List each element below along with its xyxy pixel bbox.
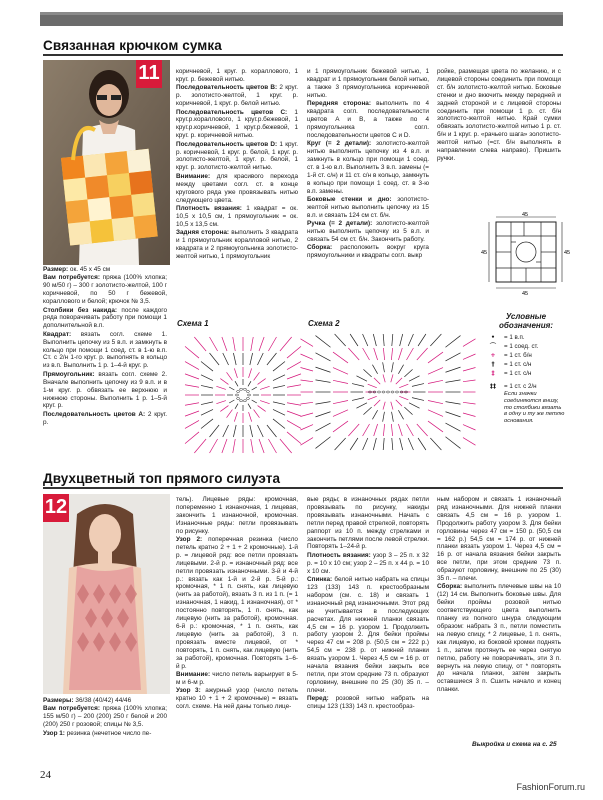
stitch-mark bbox=[446, 336, 461, 348]
legend-text: = 1 соед. ст. bbox=[504, 342, 539, 350]
article1-col4 bbox=[437, 68, 561, 163]
a2c3-p1: Плотность вязания: узор 3 – 25 п. х 32 р. = 10 х 10 см; узор 2 – 25 п. х 44 р. = 10 х 10 см. bbox=[307, 551, 429, 575]
stitch-mark bbox=[463, 425, 476, 430]
stitch-mark bbox=[374, 424, 378, 436]
stitch-mark bbox=[229, 400, 234, 403]
stitch-mark bbox=[446, 353, 461, 361]
article1-title-rule bbox=[43, 54, 563, 56]
a1c1-p0: Размер: ок. 45 х 45 см bbox=[43, 266, 111, 273]
stitch-mark bbox=[185, 403, 199, 405]
pattern-reference: Выкройка и схема на с. 25 bbox=[472, 741, 557, 748]
stitch-mark bbox=[335, 334, 346, 346]
stitch-mark bbox=[267, 353, 277, 365]
article2-col4 bbox=[437, 496, 561, 695]
stitch-mark bbox=[446, 437, 461, 449]
stitch-mark bbox=[234, 412, 237, 422]
stitch-mark bbox=[392, 438, 393, 450]
a1c3-p5: Сборка: расположить вокруг круга прямоугольники и квадраты согл. выкр bbox=[307, 244, 429, 260]
stitch-mark bbox=[333, 421, 348, 432]
stitch-mark bbox=[259, 439, 264, 453]
stitch-mark bbox=[185, 362, 199, 370]
stitch-mark bbox=[356, 376, 367, 381]
stitch-mark bbox=[463, 380, 476, 382]
article1-col1 bbox=[43, 266, 167, 427]
legend-text: = 1 ст. б/н bbox=[504, 351, 532, 359]
stitch-mark bbox=[251, 337, 253, 351]
stitch-mark bbox=[400, 438, 403, 450]
stitch-mark bbox=[391, 402, 393, 410]
a1c2-p0: коричневой, 1 круг. р. кораллового, 1 круг. р. бежевой нитью. bbox=[176, 68, 298, 83]
stitch-mark bbox=[352, 398, 364, 401]
a2c1-p2: Узор 1: резинка (нечетное число пе- bbox=[43, 729, 152, 737]
article2-title: Двухцветный топ прямого силуэта bbox=[43, 471, 281, 486]
a1c2-p2: Последовательность цветов C: 1 круг.р.кораллового, 1 круг.р.бежевой, 1 круг.р.коричневой, 1 круг.р.бежевой, 1 круг. р. коричневой нитью. bbox=[176, 108, 298, 140]
stitch-mark bbox=[417, 348, 428, 360]
stitch-mark bbox=[201, 375, 213, 381]
stitch-mark bbox=[383, 424, 384, 436]
legend bbox=[486, 312, 566, 425]
stitch-mark bbox=[185, 374, 199, 379]
a1c3-p0: и 1 прямоугольник бежевой нитью, 1 квадрат и 1 прямоугольник белой нитью, а также 3 прямоугольника коричневой нитью. bbox=[307, 68, 429, 99]
stitch-mark bbox=[252, 400, 257, 403]
stitch-mark bbox=[316, 402, 331, 405]
stitch-mark bbox=[363, 348, 370, 360]
double-crochet-icon: † bbox=[491, 360, 495, 368]
a1c1-p3: Квадрат: вязать согл. схеме 1. Выполнить цепочку из 5 в.п. и замкнуть в кольцо при помощи 1 соед. ст. в 1-ю в.п. Ст. с 2/н 1-го круг. р. выполнять в кольцо из в.п. Выполнить 1 р. 1–4-й круг. р. bbox=[43, 330, 167, 370]
stitch-mark bbox=[400, 334, 403, 346]
stitch-mark bbox=[406, 424, 413, 436]
stitch-mark bbox=[273, 409, 285, 415]
stitch-mark bbox=[273, 362, 285, 372]
stitch-mark bbox=[316, 353, 331, 361]
stitch-mark bbox=[316, 423, 331, 431]
stitch-mark bbox=[446, 380, 461, 383]
double-crochet-pink-icon: ‡ bbox=[491, 369, 495, 377]
stitch-mark bbox=[356, 403, 367, 408]
stitch-mark bbox=[409, 403, 420, 408]
stitch-mark bbox=[252, 387, 257, 390]
stitch-mark bbox=[409, 376, 420, 381]
chain-mark bbox=[247, 394, 250, 396]
stitch-mark bbox=[260, 401, 270, 404]
a1c2-p3: Последовательность цветов D: 1 круг. р. коричневой, 1 круг. р. белой, 1 круг. р. золотисто-желтой, 1 круг. р. белой, 1 круг. р. золотисто-желтой нитью. bbox=[176, 140, 299, 172]
stitch-mark bbox=[233, 425, 236, 437]
stitch-mark bbox=[430, 438, 441, 450]
stitch-mark bbox=[463, 402, 476, 404]
stitch-mark bbox=[446, 367, 461, 372]
stitch-mark bbox=[210, 353, 220, 365]
stitch-mark bbox=[428, 380, 443, 383]
chain-mark bbox=[386, 391, 389, 393]
stitch-mark bbox=[251, 439, 253, 453]
stitch-mark bbox=[348, 348, 359, 360]
chain-icon: • bbox=[491, 333, 495, 341]
a1c1-p4: Прямоугольник: вязать согл. схеме 2. Вначале выполнить цепочку из 9 в.п. и в 1-м круг. р. обвязать ее верхнюю и нижнюю стороны. Выполнить 1 р. 1–5-й круг. р. bbox=[43, 370, 167, 410]
stitch-mark bbox=[372, 365, 377, 374]
stitch-mark bbox=[348, 424, 359, 436]
stitch-mark bbox=[258, 379, 266, 385]
stitch-mark bbox=[223, 425, 229, 437]
stitch-mark bbox=[229, 387, 234, 390]
stitch-mark bbox=[333, 401, 348, 404]
stitch-mark bbox=[368, 384, 377, 387]
stitch-mark bbox=[352, 384, 364, 387]
stitch-mark bbox=[383, 374, 385, 382]
article2-col1 bbox=[43, 697, 167, 738]
a1c3-p2: Круг (= 2 детали): золотисто-желтой нитью выполнить цепочку из 4 в.п. и замкнуть в кольцо при помощи 1 соед. ст. в 1-ю в.п. Выполнить 3 в.п. замены (= 1-й ст. с/н) и 11 ст. с/н в кольцо, замкнуть в кольцо при помощи 1 соед. ст. в 3-ю в.п. замены. bbox=[307, 140, 429, 195]
stitch-mark bbox=[216, 401, 226, 404]
legend-note: Если значки соединяются внизу, то столбики вязать в одну и ту же петлю основания. bbox=[504, 391, 565, 425]
stitch-mark bbox=[194, 337, 206, 351]
a2c3-p2: Спинка: белой нитью набрать на спицы 123 (133) 143 п. крестообразным набором (см. с. 18) и связать 1 изнаночный ряд изнаночными. Этот ряд не учитывается в последующих расчетах. Для нижней планки связать 4,5 см = 16 р. узором 1. Продолжить работу узором 2. Для бейки проймы через 47 см = 208 р. (50,5 см = 222 р.) 54,5 см = 238 р. от нижней планки вязать узором 1. Через 4,5 см = 16 р. от начала вязания бейки закрыть все петли, при этом средние 73 п. образуют горловину, внешние по 25 (30) 35 п. – плечи. bbox=[307, 576, 429, 694]
stitch-mark bbox=[396, 378, 402, 384]
stitch-mark bbox=[335, 438, 346, 450]
legend-row bbox=[486, 333, 566, 342]
stitch-mark bbox=[350, 438, 358, 450]
stitch-mark bbox=[216, 386, 226, 389]
stitch-mark bbox=[235, 404, 238, 409]
stitch-mark bbox=[273, 375, 285, 381]
stitch-mark bbox=[222, 439, 227, 453]
a2c4-p1: Сборка: выполнить плечевые швы на 10 (12) 14 см. Выполнить боковые швы. Для бейки проймы розовой нитью соответствующего цвета выполнить планку из полного шнура следующим образом: набрать 3 п., петли поместить на левую спицу, * 2 лицевые, 1 п. снять, как лицевую, из боковой кромки поднять 1 п., затем протянуть ее через снятую петлю, работу не поворачивать, эти 3 п. вернуть на левую спицу, от * повторять до начала планки, затем закрыть оставшиеся 3 п. Сшить начало и конец планки. bbox=[437, 583, 561, 694]
stitch-mark bbox=[287, 346, 301, 358]
a1c1-p2: Столбики без накида: после каждого ряда поворачивать работу при помощи 1 дополнительной в.п. bbox=[43, 306, 167, 330]
stitch-mark bbox=[249, 368, 252, 378]
stitch-mark bbox=[257, 425, 263, 437]
slip-stitch-icon: ⌒ bbox=[489, 342, 497, 350]
stitch-mark bbox=[273, 385, 285, 388]
chain-mark bbox=[395, 391, 398, 393]
stitch-mark bbox=[363, 334, 368, 346]
article2-number: 12 bbox=[43, 494, 69, 522]
stitch-mark bbox=[372, 410, 377, 419]
scheme1-title: Схема 1 bbox=[177, 319, 209, 328]
stitch-mark bbox=[374, 348, 378, 360]
legend-title: Условные обозначения: bbox=[499, 312, 553, 330]
stitch-mark bbox=[350, 334, 358, 346]
stitch-mark bbox=[220, 406, 228, 412]
stitch-mark bbox=[446, 402, 461, 405]
stitch-mark bbox=[233, 353, 236, 365]
stitch-mark bbox=[210, 425, 220, 437]
stitch-mark bbox=[418, 438, 426, 450]
stitch-mark bbox=[259, 337, 264, 351]
chain-mark bbox=[235, 394, 238, 396]
legend-text: = 1 ст. с 2/н bbox=[504, 382, 537, 390]
top-photo bbox=[43, 494, 170, 694]
stitch-mark bbox=[404, 407, 412, 415]
stitch-mark bbox=[254, 410, 260, 418]
stitch-mark bbox=[287, 385, 301, 387]
stitch-mark bbox=[463, 354, 476, 359]
stitch-mark bbox=[383, 402, 385, 410]
single-crochet-icon: + bbox=[490, 351, 496, 359]
a2c1-p0: Размеры: 36/38 (40/42) 44/46 bbox=[43, 697, 132, 704]
stitch-mark bbox=[316, 380, 331, 383]
stitch-mark bbox=[428, 421, 443, 432]
a2c3-p3: Перед: розовой нитью набрать на спицы 123 (133) 143 п. крестообраз- bbox=[307, 695, 429, 711]
stitch-mark bbox=[210, 337, 218, 351]
bag-schematic bbox=[478, 212, 571, 302]
stitch-mark bbox=[463, 438, 476, 446]
stitch-mark bbox=[398, 348, 402, 360]
stitch-mark bbox=[363, 424, 370, 436]
stitch-mark bbox=[316, 412, 331, 417]
legend-row bbox=[486, 342, 566, 351]
legend-row bbox=[486, 382, 566, 391]
stitch-mark bbox=[363, 438, 368, 450]
stitch-mark bbox=[428, 401, 443, 404]
stitch-mark bbox=[185, 346, 199, 358]
stitch-mark bbox=[399, 396, 408, 399]
stitch-mark bbox=[220, 379, 228, 385]
stitch-mark bbox=[201, 409, 213, 415]
legend-text: = 1 ст. с/н bbox=[504, 360, 532, 368]
stitch-mark bbox=[273, 419, 285, 429]
stitch-mark bbox=[391, 374, 393, 382]
scheme2-title: Схема 2 bbox=[308, 319, 340, 328]
stitch-mark bbox=[248, 381, 251, 386]
stitch-mark bbox=[398, 365, 403, 374]
stitch-mark bbox=[268, 337, 276, 351]
stitch-mark bbox=[287, 432, 301, 444]
stitch-mark bbox=[363, 369, 371, 377]
a1c2-p5: Плотность вязания: 1 квадрат = ок. 10,5 х 10,5 см, 1 прямоугольник = ок. 10,5 х 13,5 см. bbox=[176, 204, 298, 228]
stitch-mark bbox=[398, 410, 403, 419]
schematic-w-bottom: 45 bbox=[522, 291, 529, 297]
schematic-h-right: 45 bbox=[564, 250, 571, 256]
a2c1-p1: Вам потребуется: пряжа (100% хлопка; 155 м/50 г) – 200 (200) 250 г белой и 200 (200) 250 г розовой; спицы № 3,5. bbox=[43, 705, 167, 729]
stitch-mark bbox=[463, 413, 476, 417]
chain-mark bbox=[391, 391, 394, 393]
stitch-mark bbox=[280, 439, 292, 453]
chain-mark bbox=[246, 398, 249, 400]
stitch-mark bbox=[287, 362, 301, 370]
article1-number: 11 bbox=[136, 60, 162, 88]
stitch-mark bbox=[254, 372, 260, 380]
stitch-mark bbox=[287, 420, 301, 428]
chain-mark bbox=[237, 398, 240, 400]
stitch-mark bbox=[374, 400, 380, 406]
chain-mark bbox=[246, 390, 249, 392]
stitch-mark bbox=[201, 419, 213, 429]
article1-col2 bbox=[176, 68, 298, 261]
stitch-mark bbox=[194, 439, 206, 453]
stitch-mark bbox=[185, 385, 199, 387]
a1c2-p4: Внимание: для красивого перехода между цветами согл. ст. в конце кругового ряда уже провязывать нитью следующего цвета. bbox=[176, 172, 298, 204]
stitch-mark bbox=[408, 438, 413, 450]
scheme2-diagram bbox=[308, 328, 468, 456]
a1c2-p1: Последовательность цветов B: 2 круг. р. золотисто-желтой, 1 круг. р. коричневой, 1 круг. р. белой нитью. bbox=[176, 84, 299, 108]
stitch-mark bbox=[287, 403, 301, 405]
stitch-mark bbox=[363, 407, 371, 415]
site-watermark: FashionForum.ru bbox=[516, 782, 585, 792]
a1c3-p1: Передняя сторона: выполнить по 4 квадрата согл. последовательности цветов A и B, а также по 4 прямоугольника согл. последовательности цветов C и D. bbox=[307, 100, 430, 139]
stitch-mark bbox=[383, 438, 384, 450]
a1c4-p0: ройке, размещая цвета по желанию, и с лицевой стороны соединить при помощи ст. б/н золотисто-желтой нитью. Боковые стенки и дно вкючить между передней и задней стороной и с лицевой стороны соединить при помощи 1 р. ст. б/н золотисто-желтой нитью. Край сумки обвязать золотисто-желтой нитью 1 р. ст. б/н и 1 круг. р. «рачьего шага» золотисто-желтой нитью (=ст. б/н выполнять в направлении слева направо). Пришить ручки. bbox=[437, 68, 561, 162]
stitch-mark bbox=[233, 439, 235, 453]
bag-photo bbox=[43, 60, 170, 265]
stitch-mark bbox=[201, 362, 213, 372]
legend-text: = 1 ст. с/н bbox=[504, 369, 532, 377]
stitch-mark bbox=[287, 374, 301, 379]
stitch-mark bbox=[417, 424, 428, 436]
stitch-mark bbox=[260, 386, 270, 389]
a2c2-p2: Внимание: число петель варьирует в 5-м и 6-м р. bbox=[176, 670, 298, 686]
stitch-mark bbox=[391, 348, 392, 360]
a2c2-p0: тель). Лицевые ряды: кромочная, попеременно 1 изнаночная, 1 лицевая, закончить 1 изнаночной, кромочная. Изнаночные ряды: петли провязывать по рисунку. bbox=[176, 496, 298, 535]
a1c2-p6: Задняя сторона: выполнить 3 квадрата и 1 прямоугольник коралловой нитью, 2 квадрата и 2 прямоугольника золотисто-желтой нитью, 1 прямоугольник bbox=[176, 229, 299, 260]
legend-row bbox=[486, 351, 566, 360]
chain-mark bbox=[240, 400, 243, 402]
chain-mark bbox=[237, 390, 240, 392]
legend-row bbox=[486, 369, 566, 378]
chain-mark bbox=[382, 391, 385, 393]
stitch-mark bbox=[235, 381, 238, 386]
stitch-mark bbox=[373, 438, 376, 450]
article2-col2 bbox=[176, 496, 298, 711]
a2c2-p1: Узор 2: поперечная резинка (число петель кратно 2 + 1 + 2 кромочные). 1-й р. = лицевой ряд: все петли провязать лицевыми. 2-й р. = изнаночный ряд: все петли провязать изнаночными. 3-й и 4-й р.: вязать как 1-й и 2-й р. 5-й р.: кромочная, * 1 п. снять, как лицевую (нить за работой), вязать 3 п. из 1 п. (= 1 изнаночная, 1 накид, 1 изнаночная), от * постоянно повторять, 1 п. снять, как лицевую (нить за работой), кромочная. 6-й р.: кромочная, * 1 п. снять, как лицевую (нить за работой), 3 п. провязать вместе лицевой, от * повторять, 1 п. снять, как лицевую (нить за работой), кромочная. Повторять 1–6-й р. bbox=[176, 536, 298, 670]
page-number: 24 bbox=[40, 769, 51, 781]
stitch-mark bbox=[463, 339, 476, 347]
article1-col3 bbox=[307, 68, 429, 261]
stitch-mark bbox=[399, 384, 408, 387]
top-bar bbox=[40, 12, 563, 26]
treble-crochet-icon: ‡‡ bbox=[489, 382, 497, 390]
chain-mark bbox=[377, 391, 380, 393]
stitch-mark bbox=[333, 352, 348, 363]
a1c1-p5: Последовательность цветов А: 2 круг. р. bbox=[43, 410, 168, 426]
stitch-mark bbox=[201, 402, 213, 405]
stitch-mark bbox=[233, 337, 235, 351]
stitch-mark bbox=[268, 439, 276, 453]
stitch-mark bbox=[383, 412, 385, 422]
chain-mark bbox=[243, 400, 246, 402]
stitch-mark bbox=[396, 400, 402, 406]
schematic-w-top: 45 bbox=[522, 212, 529, 218]
stitch-mark bbox=[185, 432, 199, 444]
stitch-mark bbox=[418, 334, 426, 346]
stitch-mark bbox=[428, 352, 443, 363]
stitch-mark bbox=[404, 369, 412, 377]
stitch-mark bbox=[428, 368, 443, 375]
stitch-mark bbox=[287, 411, 301, 416]
stitch-mark bbox=[383, 334, 384, 346]
a1c3-p4: Ручка (= 2 детали): золотисто-желтой нитью выполнить цепочку из 5 в.п. и связать 54 см ст. б/н. Закончить работу. bbox=[307, 220, 429, 244]
stitch-mark bbox=[430, 334, 441, 346]
stitch-mark bbox=[234, 368, 237, 378]
stitch-mark bbox=[333, 380, 348, 383]
a2c2-p3: Узор 3: ажурный узор (число петель кратно 10 + 1 + 2 кромочные) = вязать согл. схеме. На ней даны только лице- bbox=[176, 687, 298, 711]
stitch-mark bbox=[374, 378, 380, 384]
stitch-mark bbox=[249, 412, 252, 422]
stitch-mark bbox=[201, 385, 213, 388]
stitch-mark bbox=[210, 439, 218, 453]
stitch-mark bbox=[223, 353, 229, 365]
stitch-mark bbox=[428, 410, 443, 417]
stitch-mark bbox=[227, 372, 233, 380]
stitch-mark bbox=[227, 410, 233, 418]
article1-title: Связанная крючком сумка bbox=[43, 38, 222, 53]
stitch-mark bbox=[392, 412, 394, 422]
a1c1-p1: Вам потребуется: пряжа (100% хлопка; 90 м/50 г) – 300 г золотисто-желтой, 100 г коричневой, по 50 г бежевой, кораллового и белой; крючок № 3,5. bbox=[43, 274, 167, 306]
stitch-mark bbox=[383, 348, 384, 360]
scheme1-diagram bbox=[178, 330, 308, 460]
stitch-mark bbox=[446, 423, 461, 431]
stitch-mark bbox=[250, 425, 253, 437]
stitch-mark bbox=[280, 337, 292, 351]
a2c3-p0: вые ряды; в изнаночных рядах петли провязывать по рисунку, накиды провязывать изнаночными. Начать с петли перед правой стрелкой, повторять раппорт из 10 п. между стрелками и закончить петлями после левой стрелки. Повторять 1–24-й р. bbox=[307, 496, 429, 551]
stitch-mark bbox=[392, 334, 393, 346]
stitch-mark bbox=[267, 425, 277, 437]
stitch-mark bbox=[248, 404, 251, 409]
stitch-mark bbox=[392, 362, 394, 372]
stitch-mark bbox=[316, 367, 331, 372]
legend-row bbox=[486, 360, 566, 369]
stitch-mark bbox=[257, 353, 263, 365]
stitch-mark bbox=[333, 368, 348, 375]
stitch-mark bbox=[273, 402, 285, 405]
stitch-mark bbox=[333, 410, 348, 417]
stitch-mark bbox=[222, 337, 227, 351]
stitch-mark bbox=[373, 334, 376, 346]
stitch-mark bbox=[258, 406, 266, 412]
stitch-mark bbox=[316, 336, 331, 348]
article2-col3 bbox=[307, 496, 429, 711]
stitch-mark bbox=[391, 424, 392, 436]
a1c3-p3: Боковые стенки и дно: золотисто-желтой нитью выполнить цепочку из 15 в.п. и связать 124 см ст. б/н. bbox=[307, 196, 429, 219]
stitch-mark bbox=[406, 348, 413, 360]
stitch-mark bbox=[463, 367, 476, 371]
stitch-mark bbox=[383, 362, 385, 372]
stitch-mark bbox=[412, 384, 424, 387]
stitch-mark bbox=[446, 412, 461, 417]
stitch-mark bbox=[185, 411, 199, 416]
legend-text: = 1 в.п. bbox=[504, 333, 525, 341]
a2c4-p0: ным набором и связать 1 изнаночный ряд изнаночными. Для нижней планки связать 4,5 см = 16 р. узором 1. Продолжить работу узором 3. Для бейки горловины через 47 см = 150 р. (50,5 см = 162 р.) 54,5 см = 174 р. от нижней планки вязать узором 1. Через 4,5 см = 16 р. от начала вязания бейки закрыть все петли, при этом средние 73 п. образуют горловину, внешние по 25 (30) 35 п. – плечи. bbox=[437, 496, 561, 583]
stitch-mark bbox=[368, 396, 377, 399]
chain-mark bbox=[240, 388, 243, 390]
stitch-mark bbox=[316, 437, 331, 449]
stitch-mark bbox=[250, 353, 253, 365]
schematic-h-left: 45 bbox=[481, 250, 488, 256]
stitch-mark bbox=[185, 420, 199, 428]
chain-mark bbox=[243, 388, 246, 390]
stitch-mark bbox=[398, 424, 402, 436]
stitch-mark bbox=[412, 398, 424, 401]
article2-title-rule bbox=[43, 487, 563, 489]
stitch-mark bbox=[408, 334, 413, 346]
